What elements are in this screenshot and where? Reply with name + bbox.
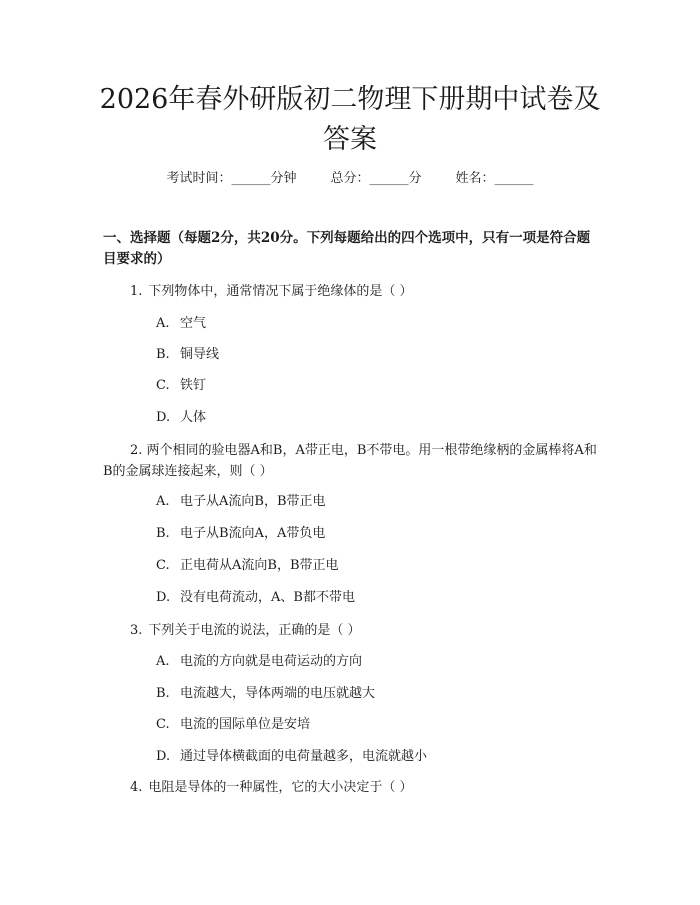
option-text: 正电荷从A流向B，B带正电 xyxy=(180,558,339,573)
question-number: 1. xyxy=(130,284,143,299)
option-text: 通过导体横截面的电荷量越多，电流就越小 xyxy=(180,749,428,764)
option-text: 电流的方向就是电荷运动的方向 xyxy=(180,654,363,669)
question-1-option-b xyxy=(156,346,576,364)
option-text: 电子从A流向B，B带正电 xyxy=(180,494,326,509)
question-text: 下列物体中，通常情况下属于绝缘体的是（ ） xyxy=(148,284,413,299)
question-3 xyxy=(130,620,600,641)
total-score-field: 总分：______分 xyxy=(330,171,422,186)
page-title: 2026年春外研版初二物理下册期中试卷及答案 xyxy=(99,84,601,155)
question-1-option-d xyxy=(156,409,576,427)
option-letter: D. xyxy=(156,410,171,425)
option-letter: A. xyxy=(156,654,170,669)
question-text: 两个相同的验电器A和B，A带正电，B不带电。用一根带绝缘柄的金属棒将A和B的金属球连接起来，则（ ） xyxy=(103,443,597,479)
question-2-option-a xyxy=(156,493,576,511)
option-letter: B. xyxy=(156,526,170,541)
option-text: 空气 xyxy=(180,316,207,331)
section-heading-choice: 一、选择题（每题2分，共20分。下列每题给出的四个选项中，只有一项是符合题目要求的） xyxy=(103,230,591,267)
student-name-field: 姓名：______ xyxy=(455,171,534,186)
option-text: 没有电荷流动，A、B都不带电 xyxy=(180,590,355,605)
question-number: 4. xyxy=(130,780,143,795)
option-text: 电流越大，导体两端的电压就越大 xyxy=(180,686,376,701)
option-text: 人体 xyxy=(180,410,207,425)
question-3-option-a xyxy=(156,653,576,671)
option-text: 铁钉 xyxy=(180,378,207,393)
question-number: 2. xyxy=(130,443,143,458)
option-letter: C. xyxy=(156,558,170,573)
question-3-option-d xyxy=(156,748,576,766)
question-3-option-b xyxy=(156,685,576,703)
option-letter: C. xyxy=(156,717,170,732)
question-3-option-c xyxy=(156,716,576,734)
question-2-option-c xyxy=(156,557,576,575)
question-2 xyxy=(103,440,600,482)
option-text: 电流的国际单位是安培 xyxy=(180,717,311,732)
option-text: 电子从B流向A，A带负电 xyxy=(180,526,326,541)
exam-time-field: 考试时间：______分钟 xyxy=(166,171,297,186)
option-letter: C. xyxy=(156,378,170,393)
option-letter: D. xyxy=(156,749,171,764)
option-letter: A. xyxy=(156,316,170,331)
option-text: 铜导线 xyxy=(180,347,220,362)
question-1 xyxy=(130,281,600,302)
option-letter: B. xyxy=(156,347,170,362)
question-text: 下列关于电流的说法，正确的是（ ） xyxy=(148,623,361,638)
question-2-option-d xyxy=(156,589,576,607)
question-1-option-a xyxy=(156,315,576,333)
question-1-option-c xyxy=(156,377,576,395)
option-letter: A. xyxy=(156,494,170,509)
question-2-option-b xyxy=(156,525,576,543)
exam-info-line xyxy=(0,170,700,188)
question-4 xyxy=(130,777,600,798)
question-text: 电阻是导体的一种属性，它的大小决定于（ ） xyxy=(148,780,413,795)
question-number: 3. xyxy=(130,623,143,638)
option-letter: B. xyxy=(156,686,170,701)
option-letter: D. xyxy=(156,590,171,605)
